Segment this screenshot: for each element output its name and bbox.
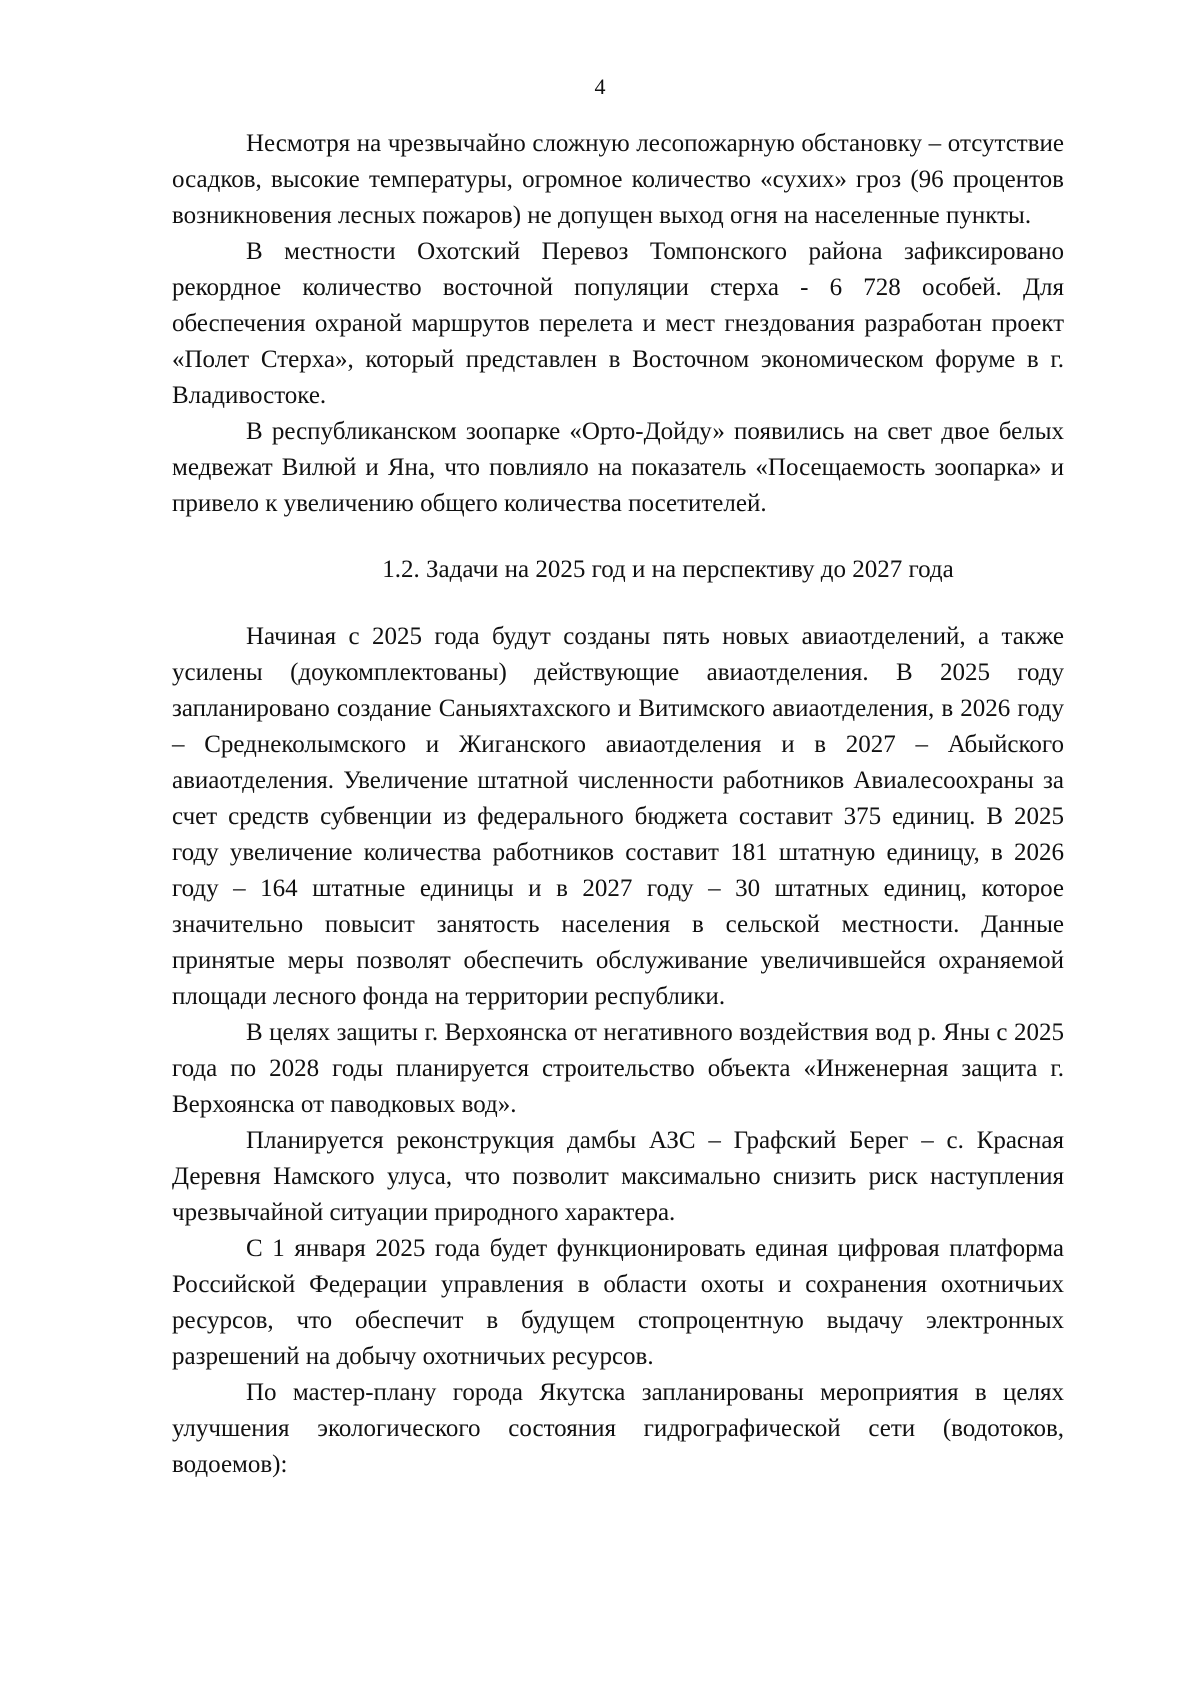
- paragraph-yakutsk-master-plan: По мастер-плану города Якутска запланированы мероприятия в целях улучшения экологического состояния гидрографической сети (водотоков, водоемов):: [172, 1379, 1064, 1478]
- page-number: 4: [594, 74, 606, 99]
- paragraph-aviation-units: Начиная с 2025 года будут созданы пять новых авиаотделений, а также усилены (доукомплектованы) действующие авиаотделения. В 2025 году запланировано создание Саныяхтахского и Витимского авиаотделения, в 2026 году – Среднеколымского и Жиганского авиаотделения и в 2027 – Абыйского авиаотделения. Увеличение штатной численности работников Авиалесоохраны за счет средств субвенции из федерального бюджета составит 375 единиц. В 2025 году увеличение количества работников составит 181 штатную единицу, в 2026 году – 164 штатные единицы и в 2027 году – 30 штатных единиц, которое значительно повысит занятость населения в сельской местности. Данные принятые меры позволят обеспечить обслуживание увеличившейся охраняемой площади лесного фонда на территории республики.: [172, 623, 1064, 1010]
- document-body: [172, 126, 1064, 1483]
- section-heading: 1.2. Задачи на 2025 год и на перспективу до 2027 года: [382, 556, 954, 583]
- paragraph-forest-fires: Несмотря на чрезвычайно сложную лесопожарную обстановку – отсутствие осадков, высокие температуры, огромное количество «сухих» гроз (96 процентов возникновения лесных пожаров) не допущен выход огня на населенные пункты.: [172, 130, 1064, 229]
- paragraph-dam-reconstruction: Планируется реконструкция дамбы АЗС – Графский Берег – с. Красная Деревня Намского улуса, что позволит максимально снизить риск наступления чрезвычайной ситуации природного характера.: [172, 1127, 1064, 1226]
- paragraph-zoo-bears: В республиканском зоопарке «Орто-Дойду» появились на свет двое белых медвежат Вилюй и Яна, что повлияло на показатель «Посещаемость зоопарка» и привело к увеличению общего количества посетителей.: [172, 418, 1064, 517]
- paragraph-siberian-crane: В местности Охотский Перевоз Томпонского района зафиксировано рекордное количество восточной популяции стерха - 6 728 особей. Для обеспечения охраной маршрутов перелета и мест гнездования разработан проект «Полет Стерха», который представлен в Восточном экономическом форуме в г. Владивостоке.: [172, 238, 1064, 409]
- paragraph-verkhoyansk-protection: В целях защиты г. Верхоянска от негативного воздействия вод р. Яны с 2025 года по 2028 годы планируется строительство объекта «Инженерная защита г. Верхоянска от паводковых вод».: [172, 1019, 1064, 1118]
- paragraph-hunting-platform: С 1 января 2025 года будет функционировать единая цифровая платформа Российской Федерации управления в области охоты и сохранения охотничьих ресурсов, что обеспечит в будущем стопроцентную выдачу электронных разрешений на добычу охотничьих ресурсов.: [172, 1235, 1064, 1370]
